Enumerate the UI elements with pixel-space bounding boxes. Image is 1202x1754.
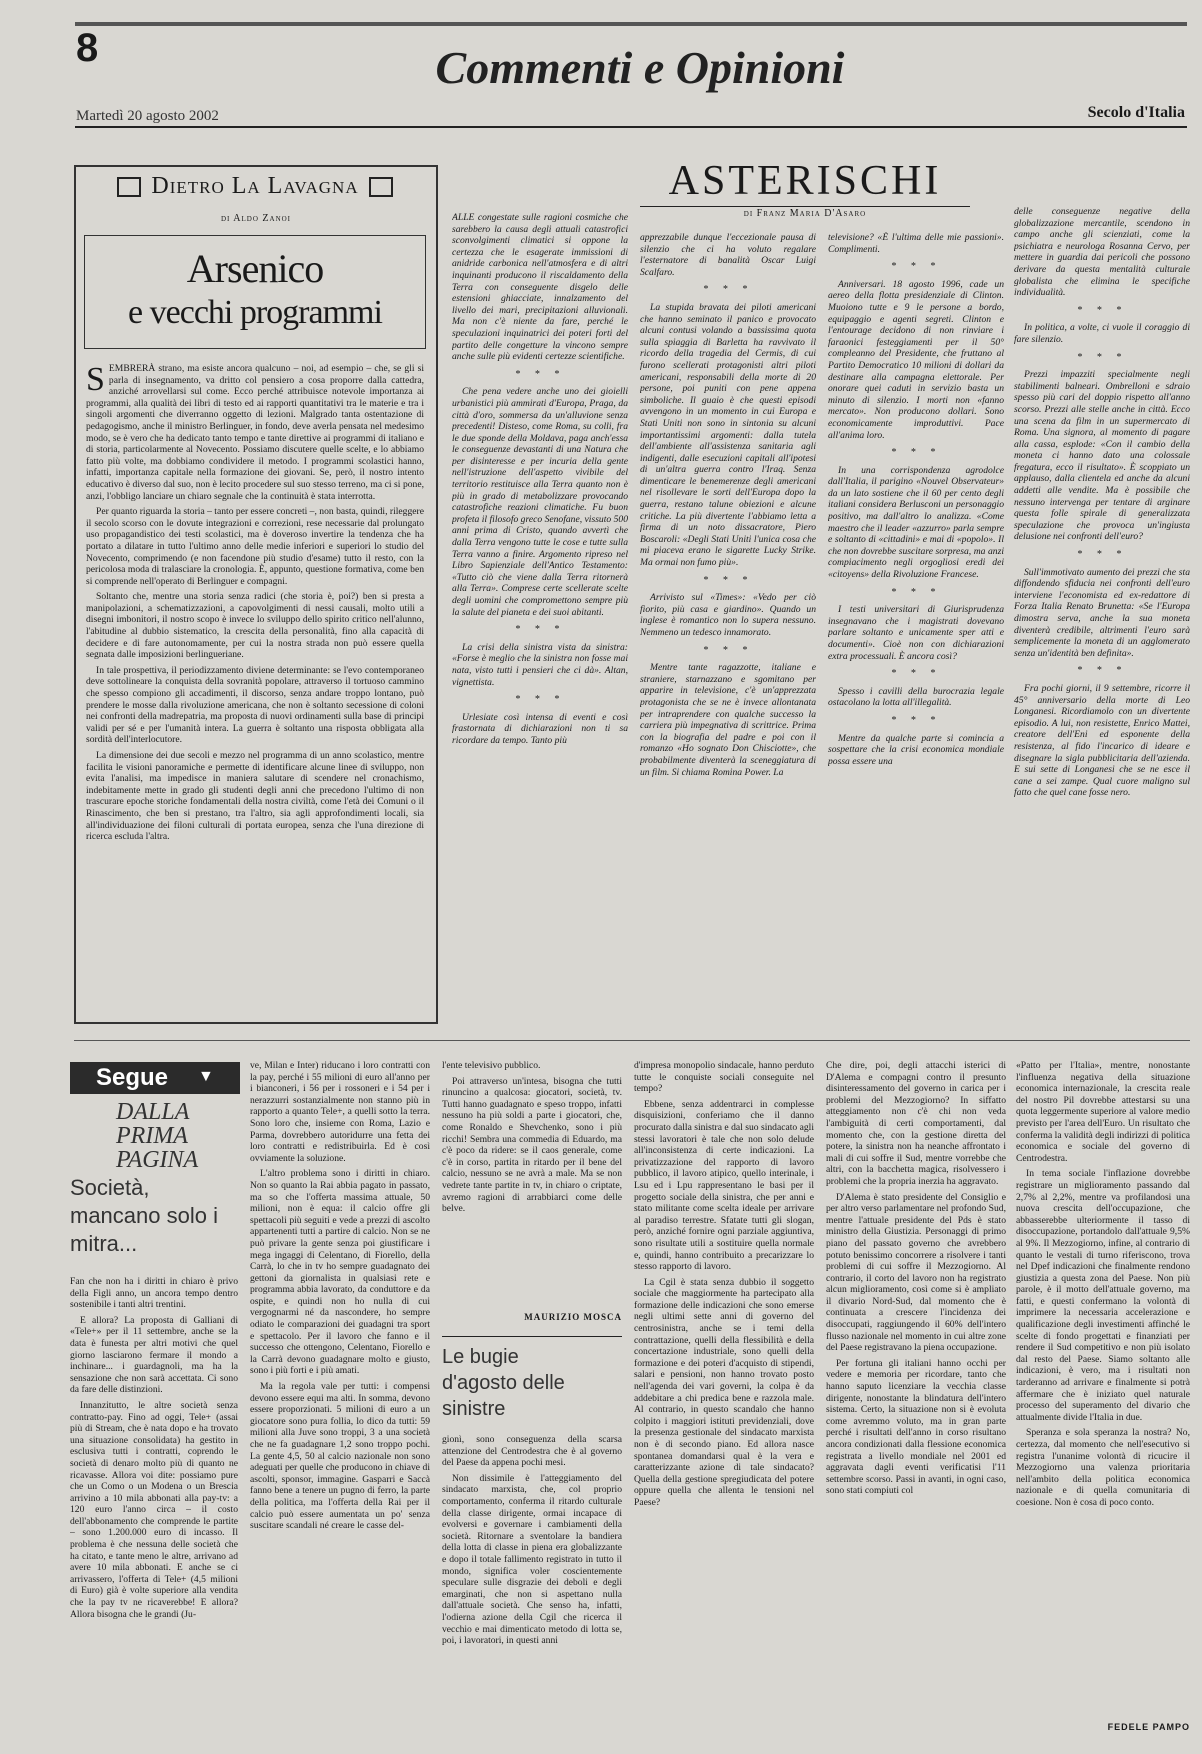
chalkboard-icon xyxy=(117,177,141,197)
asterisco-item: Mentre da qualche parte si comincia a sospettare che la crisi economica mondiale possa essere una xyxy=(828,732,1004,767)
asterischi-col-1 xyxy=(452,212,628,1022)
asterisco-item: Anniversari. 18 agosto 1996, cade un aereo della flotta presidenziale di Clinton. Muoiono tutte e 9 le persone a bordo, equipaggio e agenti segreti. Clinton e l'entourage decidono di non rinviare i faraonici festeggiamenti per il 50° compleanno del Presidente, che fruttano al Partito Democratico 10 milioni di dollari da destinare alla campagna elettorale. Per onorare quei caduti in servizio basta un minuto di silenzio. I morti non «fanno mercato». Non producono dollari. Sono economicamente improduttivi. Pace all'anima loro. xyxy=(828,278,1004,441)
dietro-title-box xyxy=(84,235,426,349)
dietro-paragraph: Per quanto riguarda la storia – tanto per essere concreti –, non basta, quindi, rileggere il secolo scorso con le dovute integrazioni e correzioni, rese necessarie dal prolungato uso propagandistico dei testi scolastici, ma è doveroso invertire la tendenza che ha portato a dilatare in tutto l'ultimo anno delle medie inferiori e superiori lo studio del Novecento, comprimendo (e non facendone più studio d'esame) tutto il resto, con la pericolosa moda di tralasciare la cronologia. È, appunto, questione formativa, come ben si comprende nell'operato di Berlinguer e compagni. xyxy=(86,506,424,587)
segue-paragraph: L'altro problema sono i diritti in chiaro. Non so quanto la Rai abbia pagato in passato, ma so che l'offerta massima attuale, 50 milioni, non è equa: il calcio offre gli spettacoli più seguiti e vede a prezzi di ascolto appartenenti tutti a partire di calcio. Non se ne può privare la gente senza poi giustificare i mega ingaggi di Celentano, di Fiorello, della Carrà, lo che in tv ho sempre guadagnato dei gettoni da giornalista in qualsiasi rete e programma abbia lavorato, da conduttore e da ospite, e quindi non ho nulla di cui vergognarmi né da nascondere, ho sempre odiato le comparazioni dei guadagni tra sport e spettacolo. Per il lavoro che fanno e il successo che ottengono, Celentano, Fiorello e la Carrà devono guadagnare molto e giusto, sono i più forti e i più amati. xyxy=(250,1168,430,1377)
section-divider xyxy=(74,1040,1190,1041)
dietro-kicker: Dietro La Lavagna xyxy=(151,173,359,199)
page-number: 8 xyxy=(76,26,99,70)
asterischi-title: ASTERISCHI xyxy=(668,158,942,204)
segue-paragraph: Speranza e sola speranza la nostra? No, certezza, dal momento che nell'esecutivo si registra l'unanime volontà di ricucire il Mezzogiorno una valenza prioritaria nell'ambito della politica economica nazionale e di quella comunitaria di coesione. Non è cosa di poco conto. xyxy=(1016,1427,1190,1508)
dietro-paragraph: La dimensione dei due secoli e mezzo nel programma di un anno scolastico, mentre facilita le visioni panoramiche e permette di identificare alcune linee di sviluppo, non evita l'analisi, ma impedisce in maniera salutare di scendere nel cronachismo, indebitamente mette in grado gli studenti degli anni che precedono l'ultimo di non trascurare epoche storiche fondamentali della nostra civiltà, come l'età dei Comuni o il Rinascimento, che ben si prestano, tra l'altro, sia agli approfondimenti locali, sia all'individuazione dei filoni culturali di portata europea, senza che l'una direzione di ricerca escluda l'altra. xyxy=(86,750,424,843)
asterisk-separator: * * * xyxy=(703,644,753,656)
segue-paragraph: La Cgil è stata senza dubbio il soggetto sociale che maggiormente ha partecipato alla formazione delle indicazioni che sono emerse negli ultimi sette anni di governo del centrosinistra, anche se i temi della contrattazione, quelli della flessibilità e della concertazione industriale, sono quelli della formazione e dei poteri d'acquisto di stipendi, salari e pensioni, non hanno trovato posto nell'agenda dei vari governi, la colpa è da addebitare a chi predica bene e razzola male. Al contrario, in questo scandalo che hanno colpito i maggiori istituti previdenziali, dove la presenza gestionale del sindacato marxista non è di secondo piano. Ed allora nasce spontanea domandarsi qual è la vera e caratterizzante azione di tale sindacato? Quella della gestione spregiudicata del potere oppure quella che allenta le tensioni nel Paese? xyxy=(634,1276,814,1508)
asterisk-separator: * * * xyxy=(891,668,941,680)
dietro-box xyxy=(74,165,438,1024)
segue-col-2 xyxy=(250,1060,430,1734)
masthead-rule xyxy=(75,126,1187,128)
dietro-paragraph: EMBRERÀ strano, ma esiste ancora qualcuno – noi, ad esempio – che, se gli si parla di insegnamento, va dritto col pensiero a cosa proporre dalla cattedra, anziché arrovellarsi sul come. Ecco perché attribuisce notevole importanza ai programmi, alla qualità dei libri di testo ed ai rapporti quantitativi tra le materie e tra i singoli argomenti che diverranno oggetto di lezioni. Malgrado tanta ostentazione di pedagogismo, anche il ministro Berlinguer, in fondo, deve averla pensata nel medesimo modo, se è vero che ha dedicato tanto tempo e tante direttive ai programmi di italiano e di storia, particolarmente al Novecento. Possiamo discutere quelle scelte, e lo abbiamo fatto più volte, ma dobbiamo condividere il metodo. I programmi scolastici hanno, infatti, importanza capitale nella formazione dei giovani. Se, però, il nostro intento educativo è diverso dal suo, non è lecito procedere sul suo stesso terreno, ma ci si pone, anzi, l'obbligo lanciare un chiaro segnale che la continuità è stata interrotta. xyxy=(86,363,424,502)
segue-col-4 xyxy=(634,1060,814,1734)
segue-paragraph: Non dissimile è l'atteggiamento del sindacato marxista, che, col proprio comportamento, conferma il ritardo culturale della classe dirigente, ormai incapace di evolversi e governare i cambiamenti della società. Ritornare a sventolare la bandiera della lotta di classe in piena era globalizzante e dopo il totale fallimento registrato in tutto il mondo, significa voler coscientemente speculare sulle disgrazie dei deboli e degli emarginati, che non si aspettano nulla dall'attuale società. Che senso ha, infatti, l'odierna azione della Cgil che ricerca il vecchio e mai dimenticato metodo di lotta se, poi, i lavoratori, in questi anni xyxy=(442,1472,622,1647)
asterisco-item: Fra pochi giorni, il 9 settembre, ricorre il 45° anniversario della morte di Leo Longanesi. Ricordiamolo con un divertente episodio. A lui, non resistette, Enrico Mattei, creatore dell'Eni ed esponente della resistenza, al fido l'incarico di ideare e disegnare la sigla pubblicitaria dell'azienda. E sui sette di Longanesi che se ne esce il cane a sei zampe. Qual cuore maligno sul fatto che quel cane fosse nero. xyxy=(1014,682,1190,799)
dietro-paragraph: In tale prospettiva, il periodizzamento diviene determinante: se l'evo contemporaneo deve sottolineare la conquista della sovranità popolare, attraverso il tortuoso cammino che spesso compiono gli accadimenti, il discorso, senza andare troppo lontano, può prendere le mosse dalla rivoluzione americana, che non è soltanto secessione di coloni nei confronti della madrepatria, ma proposta di nuovi ordinamenti sulla base di principi validi per sé e per l'umanità intera. La guerra è soltanto una risposta obbligata alla sordità dell'interlocutore. xyxy=(86,664,424,746)
asterischi-rule xyxy=(640,206,970,207)
asterisco-item: televisione? «È l'ultima delle mie passioni». Complimenti. xyxy=(828,232,1004,255)
asterisco-item: In politica, a volte, ci vuole il coraggio di fare silenzio. xyxy=(1014,322,1190,345)
segue-paragraph: Per fortuna gli italiani hanno occhi per vedere e memoria per ricordare, tanto che hanno saputo licenziare la vecchia classe dirigente, nonostante la blindatura dell'intero sistema. Certo, la situazione non si è evoluta come avremmo voluto, ma in gran parte perché i risultati dell'anno in corso risultano ancora condizionati dalla flessione economica registrata a livello mondiale nel 2001 ed aggravata dagli eventi verificatisi l'11 settembre scorso. Passi in avanti, in ogni caso, sono stati compiuti col xyxy=(826,1357,1006,1497)
asterisk-separator: * * * xyxy=(703,284,753,296)
down-arrow-icon: ▼ xyxy=(198,1068,214,1085)
signature-mosca: MAURIZIO MOSCA xyxy=(524,1312,622,1322)
segue-paragraph: ve, Milan e Inter) riducano i loro contratti con la pay, perché i 55 milioni di euro all'anno per i bianconeri, i 56 per i rossoneri e i 54 per i nerazzurri sostanzialmente non stanno più in rapporto a quanto Tele+, a quelli sotto la terra. Sono loro che, insieme con Roma, Lazio e Parma, dovrebbero autoridurre una fetta dei loro contratti e redistribuirla. Ed è così ovviamente la soluzione. xyxy=(250,1060,430,1164)
dietro-body xyxy=(86,363,424,1013)
asterisk-separator: * * * xyxy=(703,574,753,586)
dietro-byline: di Aldo Zanoi xyxy=(220,213,292,224)
asterisk-separator: * * * xyxy=(891,261,941,273)
asterisk-separator: * * * xyxy=(1077,351,1127,363)
asterisco-item: La crisi della sinistra vista da sinistra: «Forse è meglio che la sinistra non fosse mai nata, visto tutti i pensieri che ci dà». Altan, vignettista. xyxy=(452,641,628,688)
segue-label-text: Segue xyxy=(96,1064,169,1091)
asterisk-separator: * * * xyxy=(891,447,941,459)
asterischi-byline: di Franz Maria D'Asaro xyxy=(743,208,867,219)
asterisco-item: In una corrispondenza agrodolce dall'Italia, il parigino «Nouvel Observateur» da un lato sostiene che il 60 per cento degli italiani considera Berlusconi un personaggio positivo, ma dall'altro lo analizza. «Come maestro che il leader «azzurro» parla sempre e soltanto di «cittadini» e mai di «popolo». Il che non dovrebbe suscitare sorpresa, ma anzi compiacimento negli orgogliosi eredi dei «citoyens» della Rivoluzione Francese. xyxy=(828,464,1004,581)
segue-col-5 xyxy=(826,1060,1006,1734)
segue-col-6 xyxy=(1016,1060,1190,1720)
segue-paragraph: Poi attraverso un'intesa, bisogna che tutti rinuncino a qualcosa: giocatori, società, tv. Tutti hanno guadagnato e speso troppo, infatti nessuno ha più soldi a parte i giocatori, che, come Ronaldo e Shevchenko, sono i più ricchi! Sembra una commedia di Eduardo, ma c'è poco da ridere: se il caos generale, come c'è in corso, partita in ritardo per il bene del calcio, nessuno se ne avrà a male. Ma se non vedrete tante partite in tv, in chiaro o criptate, avremo ragioni di arrabbiarci come delle belve. xyxy=(442,1075,622,1215)
segue-paragraph: E allora? La proposta di Galliani di «Tele+» per il 11 settembre, anche se la data è funesta per altri motivi che quel giorno lasciarono fermare il mondo a inchinare... i guardagnoli, ma ha la sensazione che non sarà accettata. Ci sono da fare delle distinzioni. xyxy=(70,1314,238,1396)
asterisco-item: Spesso i cavilli della burocrazia legale ostacolano la lotta all'illegalità. xyxy=(828,685,1004,709)
asterisco-item: Urlesiate così intensa di eventi e così frastornata di dichiarazioni non ti sa ricordare da tempo. Tanto più xyxy=(452,711,628,746)
segue-paragraph: d'impresa monopolio sindacale, hanno perduto tutte le conquiste sociali conseguite nel tempo? xyxy=(634,1060,814,1095)
asterisk-separator: * * * xyxy=(1077,304,1127,316)
asterisco-item: Arrivisto sul «Times»: «Vedo per ciò fiorito, più casa e giardino». Quando un inglese è romantico non lo supera nessuno. Nemmeno un tedesco innamorato. xyxy=(640,592,816,638)
segue-col-3-bottom xyxy=(442,1434,622,1734)
asterisk-separator: * * * xyxy=(891,586,941,598)
bugie-rule xyxy=(442,1336,622,1337)
asterisk-separator: * * * xyxy=(515,624,565,636)
dietro-kicker-row xyxy=(90,173,420,203)
segue-paragraph: Ma la regola vale per tutti: i compensi devono essere equi ma alti. In somma, devono essere proporzionati. 5 milioni di euro a un giocatore sono pura follia, lo dico da tutti: 59 milioni alla Juve sono troppi, 3 a una società che ne fa guadagnare 1,2 sono troppo pochi. La gente 4,5, 50 al calcio nazionale non sono adeguati per quelle che producono in chiave di ascolti, sponsor, immagine. Gasparri e Saccà fanno bene a tenere un pugno di ferro, la parte della politica, ma l'offerta della Rai per il calcio può essere aumentata un po' senza suscitare scandali né creare le casse del- xyxy=(250,1381,430,1532)
top-rule xyxy=(75,22,1187,26)
asterischi-col-2 xyxy=(640,232,816,1022)
chalkboard-icon xyxy=(369,177,393,197)
asterisco-item: Sull'immotivato aumento dei prezzi che sta diffondendo sfiducia nei confronti dell'euro interviene l'economista ed ex-redattore di Forza Italia Renato Brunetta: «Se l'Europa dimostra serva, anche la sua moneta diventerà credibile, altrimenti l'euro sarà semplicemente la moneta di un agglomerato senza un'identità ben definita». xyxy=(1014,566,1190,659)
asterisco-item: delle conseguenze negative della globalizzazione mercantile, scendono in campo anche gli scienziati, come la psichiatra e neurologa Rosanna Cervo, per mettere in guardia dai pericoli che possono derivare da questa mentalità culturale globalista che elimina le specifiche individualità. xyxy=(1014,206,1190,299)
segue-col-1 xyxy=(70,1276,238,1734)
segue-paragraph: Ebbene, senza addentrarci in complesse disquisizioni, conferiamo che il danno procurato dalla sinistra e dal suo sindacato agli stessi lavoratori è tale che non solo delude all'inconsistenza di certe indicazioni. La privatizzazione del rapporto di lavoro pubblico, il lavoro atipico, quello interinale, i Lsu ed i Lpu rappresentano le basi per il progetto sociale della sinistra, che per anni e stato militante come scelta ideale per arrivare al paradiso terrestre. Sfatate tutti gli slogan, però, anziché fornire ogni parziale aggiuntiva, sono risultate utili a sostituire quella normale e, quindi, hanno contribuito a precarizzare lo stesso rapporto di lavoro. xyxy=(634,1098,814,1273)
segue-article-title: Società, mancano solo i mitra... xyxy=(70,1175,218,1256)
dietro-title-line1: Arsenico xyxy=(186,246,324,291)
asterisco-item: Mentre tante ragazzotte, italiane e straniere, starnazzano e sgomitano per apparire in televisione, c'è un'apprezzata protagonista che se ne è invece allontanata per intraprendere con qualche successo la carriera più impegnativa di scrittrice. Prima con la biografia del padre e poi con il romanzo «Ho sognato Don Chisciotte», che probabilmente diventerà la sceneggiatura di un film. Si chiama Romina Power. La xyxy=(640,662,816,778)
segue-paragraph: Che dire, poi, degli attacchi isterici di D'Alema e compagni contro il presunto disinteressamento del governo in carica per i problemi del Mezzogiorno? In siffatto atteggiamento non c'è chi non veda l'ambiguità di certi comportamenti, dal momento che, con la gestione diretta del potere, la sinistra non ha neanche affrontato i mali di cui soffre il Sud, mentre vorrebbe che altri, con la bacchetta magica, risolvessero i problemi che la propria inerzia ha aggravato. xyxy=(826,1060,1006,1187)
asterisk-separator: * * * xyxy=(891,714,941,726)
bugie-title: Le bugie d'agosto delle sinistre xyxy=(442,1346,565,1420)
asterisco-item: apprezzabile dunque l'eccezionale pausa di silenzio che ci ha voluto regalare l'esternatore di banalità Oscar Luigi Scalfaro. xyxy=(640,232,816,278)
asterisco-item: Che pena vedere anche uno dei gioielli urbanistici più ammirati d'Europa, Praga, da città d'oro, sommersa da un'alluvione senza precedenti! Disteso, come Roma, su colli, fra le due sponde della Moldava, paga anch'essa le conseguenze devastanti di una Natura che per disinteresse e per incuria della gente nell'istruzione dell'aspetto vivibile del territorio restituisce alla Terra quanto non è più in grado di metabolizzare provocando catastrofiche reazioni climatiche. Fu buon profeta il filosofo greco Senofane, vissuto 500 anni prima di Cristo, quando avvertì che dalla Terra vengono tutte le cose e tutte sulla Terra vanno a finire. Argomento ripreso nel Libro Sapienziale dell'Antico Testamento: «Tutto ciò che viene dalla Terra ritornerà alla Terra». Comprese certe scellerate scelte degli uomini che compromettono sempre più la salute del pianeta e dei suoi abitanti. xyxy=(452,386,628,618)
asterisco-item: I testi universitari di Giurisprudenza insegnavano che i magistrati dovevano parlare soltanto e unicamente sper atti e documenti». Cioè non con dichiarazioni extra processuali. È ancora così? xyxy=(828,604,1004,662)
asterisk-separator: * * * xyxy=(515,694,565,706)
segue-paragraph: In tema sociale l'inflazione dovrebbe registrare un miglioramento passando dal 2,7% al 2,2%, mentre va profilandosi una nuova crescita dell'occupazione, che abbasserebbe ulteriormente il tasso di disoccupazione, portandolo dall'attuale 9,5% al 9%. Il Mezzogiorno, infine, al contrario di quanto le vestali di turno riferiscono, trova nel Dpef indicazioni che finalmente rendono giustizia a questa zona del Paese. Non più parole, è il motto dell'attuale governo, ma fatti, e questi confermano la volontà di imprimere la necessaria accelerazione e qualificazione degli investimenti affinché le scelte di fondo progettati e finanziati per rendere il Sud competitivo e non più isolato dal resto del Paese. Siamo soltanto alle indicazioni, è vero, ma i risultati non tarderanno ad arrivare e finalmente si potrà affermare che è iniziato quel naturale processo del superamento del divario che attualmente divide l'Italia in due. xyxy=(1016,1168,1190,1423)
asterisco-item: ALLE congestate sulle ragioni cosmiche che sarebbero la causa degli attuali catastrofici sconvolgimenti climatici si oppone la certezza che le esagerate immissioni di anidride carbonica nell'atmosfera e di altri inquinanti producono il riscaldamento della Terra con conseguente disgelo delle estensioni ghiacciate, innalzamento del livello dei mari, precipitazioni alluvionali. Ma non c'è niente da fare, perché le speculazioni inquinatrici dei poteri forti del partito delle congetture la vincono sempre anche sulle più evidenti certezze scientifiche. xyxy=(452,212,628,363)
dietro-paragraph: Soltanto che, mentre una storia senza radici (che storia è, poi?) ben si presta a manipolazioni, a schematizzazioni, a capovolgimenti di nessi causali, molto utili a disegni imbonitori, il nostro scopo è invece lo sviluppo dello spirito critico nell'alunno, l'abitudine al dubbio sistematico, la crescita della personalità, fino alla capacità di decidere e di fare autonomamente, per cui la nostra strada non può essere quella segnata dalle imposizioni berlingueriane. xyxy=(86,591,424,661)
asterisco-item: Prezzi impazziti specialmente negli stabilimenti balneari. Ombrelloni e sdraio spesso più cari del doppio rispetto all'anno scorso. Prezzi alle stelle anche in città. Ecco una scena da film in un supermercato di Roma. Una signora, al momento di pagare alla cassa, esplode: «Con il cambio della moneta ci hanno dato una colossale fregatura, ecco il risultato». È scoppiato un applauso, dalla clientela ed anche da alcuni addetti alle vendite. Ma è possibile che nessuno intervenga per tentare di arginare questa folle spirale di generalizzata speculazione che provoca un'ingiusta delusione nei confronti dell'euro? xyxy=(1014,369,1190,543)
date-line: Martedì 20 agosto 2002 xyxy=(76,108,219,124)
asterisk-separator: * * * xyxy=(1077,665,1127,677)
signature-pampo: FEDELE PAMPO xyxy=(1107,1722,1190,1732)
asterisk-separator: * * * xyxy=(515,368,565,380)
segue-col-3-top xyxy=(442,1060,622,1310)
segue-paragraph: gionì, sono conseguenza della scarsa attenzione del Centrodestra che è al governo del Paese da appena pochi mesi. xyxy=(442,1434,622,1469)
segue-paragraph: Fan che non ha i diritti in chiaro è privo della Figli anno, un ancora tempo dentro sostenibile i tanti altri trentini. xyxy=(70,1276,238,1311)
segue-paragraph: D'Alema è stato presidente del Consiglio e per altro verso parlamentare nel profondo Sud, mentre l'attuale presidente del Pds è stato ministro della Giustizia. Personaggi di primo piano del passato governo che avrebbero potuto benissimo concorrere a risolvere i tanti problemi di cui soffre il Mezzogiorno. Al contrario, il corto del lavoro non ha registrato alcun miglioramento, così come si è ampliato il divario Nord-Sud, dal momento che è continuata a crescere l'incidenza dei disoccupati, raggiungendo il 60% dell'intero flusso nazionale nel momento in cui altre zone del Paese registravano la piena occupazione. xyxy=(826,1191,1006,1354)
newspaper-name: Secolo d'Italia xyxy=(1087,104,1185,121)
segue-subtitle: DALLA PRIMA PAGINA xyxy=(116,1099,199,1173)
segue-label xyxy=(70,1062,240,1094)
segue-paragraph: «Patto per l'Italia», mentre, nonostante l'influenza negativa della situazione economica internazionale, la crescita reale del nostro Pil dovrebbe attestarsi su una quota leggermente superiore al valore medio previsto per l'area dell'Euro. Un risultato che conferma la validità degli indirizzi di politica economica e sociale del governo di Centrodestra. xyxy=(1016,1060,1190,1164)
segue-paragraph: Innanzitutto, le altre società senza contratto-pay. Fino ad oggi, Tele+ (assai più di Stream, che è nata dopo e ha trovato una situazione consolidata) ha gestito in esclusiva tutti i contratti, coprendo le società di denaro molto più di quanto ne ricavasse. Allora voi dite: possiamo pure che un Como o un Modena o un Brescia arrivino a 10 mila abbonati alla pay-tv: a 120 euro l'anno circa – il costo dell'abbonamento che comprende le partite – sono 1.200.000 euro di incasso. Il problema è che nessuna delle società che ha citato, e tante meno le altre, arrivano ad avere 10 mila abbonati. E anche se ci arrivassero, l'offerta di Tele+ (4,5 milioni di Euro) già è volte superiore alla vendita che la pay tv ne ricaverebbe! E allora? Allora bisogna che le grandi (Ju- xyxy=(70,1399,238,1620)
dropcap: S xyxy=(86,363,105,398)
segue-paragraph: l'ente televisivo pubblico. xyxy=(442,1060,541,1071)
asterischi-col-4 xyxy=(1014,206,1190,1022)
asterischi-col-3 xyxy=(828,232,1004,1022)
section-title: Commenti e Opinioni xyxy=(435,42,845,93)
dietro-title-line2: e vecchi programmi xyxy=(128,294,382,331)
asterisk-separator: * * * xyxy=(1077,549,1127,561)
asterisco-item: La stupida bravata dei piloti americani che hanno seminato il panico e provocato alcuni contusi volando a bassissima quota sulla spiaggia di Barletta ha ravvivato il ricordo della tragedia del Cermis, di cui furono scellerati protagonisti altri piloti americani, responsabili della morte di 20 persone, poi puniti con pene appena simboliche. Il guaio è che questi episodi avvengono in un momento in cui Europa e Stati Uniti non sono in sintonia su alcuni importantissimi argomenti: dalla tutela dell'ambiente all'assistenza sanitaria agli indigenti, dalle esecuzioni capitali all'ipotesi di un'altra guerra contro l'Iraq. Senza dimenticare le benemerenze degli americani nel risollevare le sorti dell'Europa dopo la guerra, restano talune obiezioni e alcune critiche. La più divertente l'abbiamo letta a firma di un noto dissacratore, Piero Boscaroli: «Degli Stati Uniti l'unica cosa che mi piaceva erano le sigarette Lucky Strike. Ma ormai non fumo più». xyxy=(640,301,816,569)
